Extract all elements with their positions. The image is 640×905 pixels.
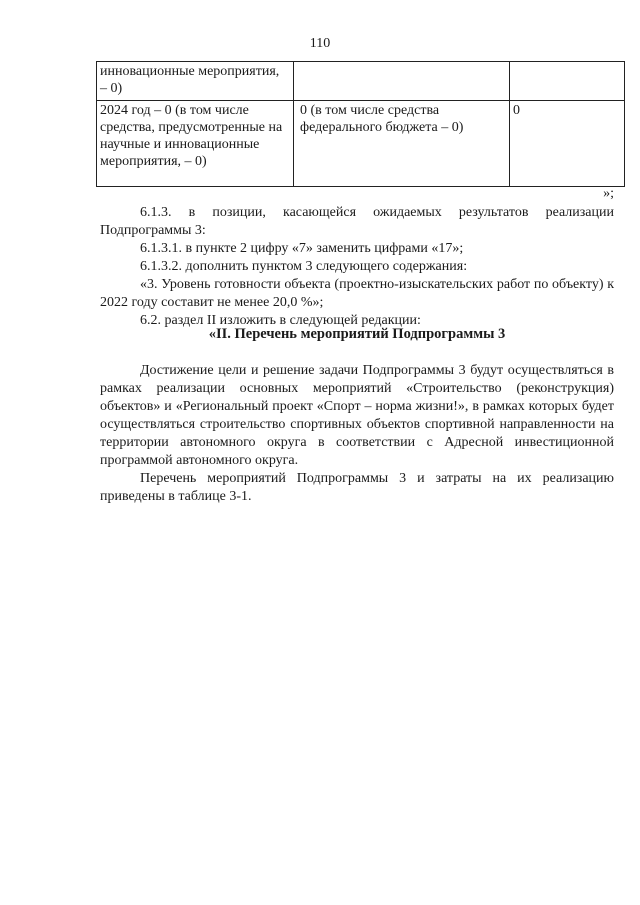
paragraph: Перечень мероприятий Подпрограммы 3 и затраты на их реализацию приведены в таблице 3-1.: [100, 471, 614, 504]
table-row: [97, 101, 625, 187]
table-cell: 0 (в том числе средства федерального бюджета – 0): [294, 101, 510, 187]
table-cell: [294, 62, 510, 101]
paragraph: Достижение цели и решение задачи Подпрограммы 3 будут осуществляться в рамках реализации основных мероприятий «Строительство (реконструкция) объектов» и «Региональный проект «Спорт – норма жизни!», в рамках которых будет осуществляться строительство спортивных объектов спортивной направленности на территории автономного округа в соответствии с Адресной инвестиционной программой автономного округа.: [100, 363, 614, 468]
table-row: [97, 62, 625, 101]
table-cell: 2024 год – 0 (в том числе средства, предусмотренные на научные и инновационные мероприятия, – 0): [97, 101, 294, 187]
table-cell: 0: [510, 101, 625, 187]
page-number: 110: [309, 36, 331, 51]
closing-quote: »;: [603, 186, 614, 201]
item-6-1-3-1: 6.1.3.1. в пункте 2 цифру «7» заменить цифрами «17»;: [140, 241, 464, 256]
amendment-items: [100, 204, 614, 330]
section-body: [100, 362, 614, 506]
item-6-1-3-2: 6.1.3.2. дополнить пунктом 3 следующего содержания:: [140, 259, 468, 274]
table-cell: инновационные мероприятия, – 0): [97, 62, 294, 101]
item-6-1-3: 6.1.3. в позиции, касающейся ожидаемых результатов реализации Подпрограммы 3:: [100, 205, 614, 238]
item-quote: «3. Уровень готовности объекта (проектно-изыскательских работ по объекту) к 2022 году составит не менее 20,0 %»;: [100, 277, 614, 310]
item-6-2: 6.2. раздел II изложить в следующей редакции:: [140, 313, 421, 328]
section-heading: «II. Перечень мероприятий Подпрограммы 3: [208, 326, 506, 342]
funding-table: [96, 61, 625, 187]
table-cell: [510, 62, 625, 101]
